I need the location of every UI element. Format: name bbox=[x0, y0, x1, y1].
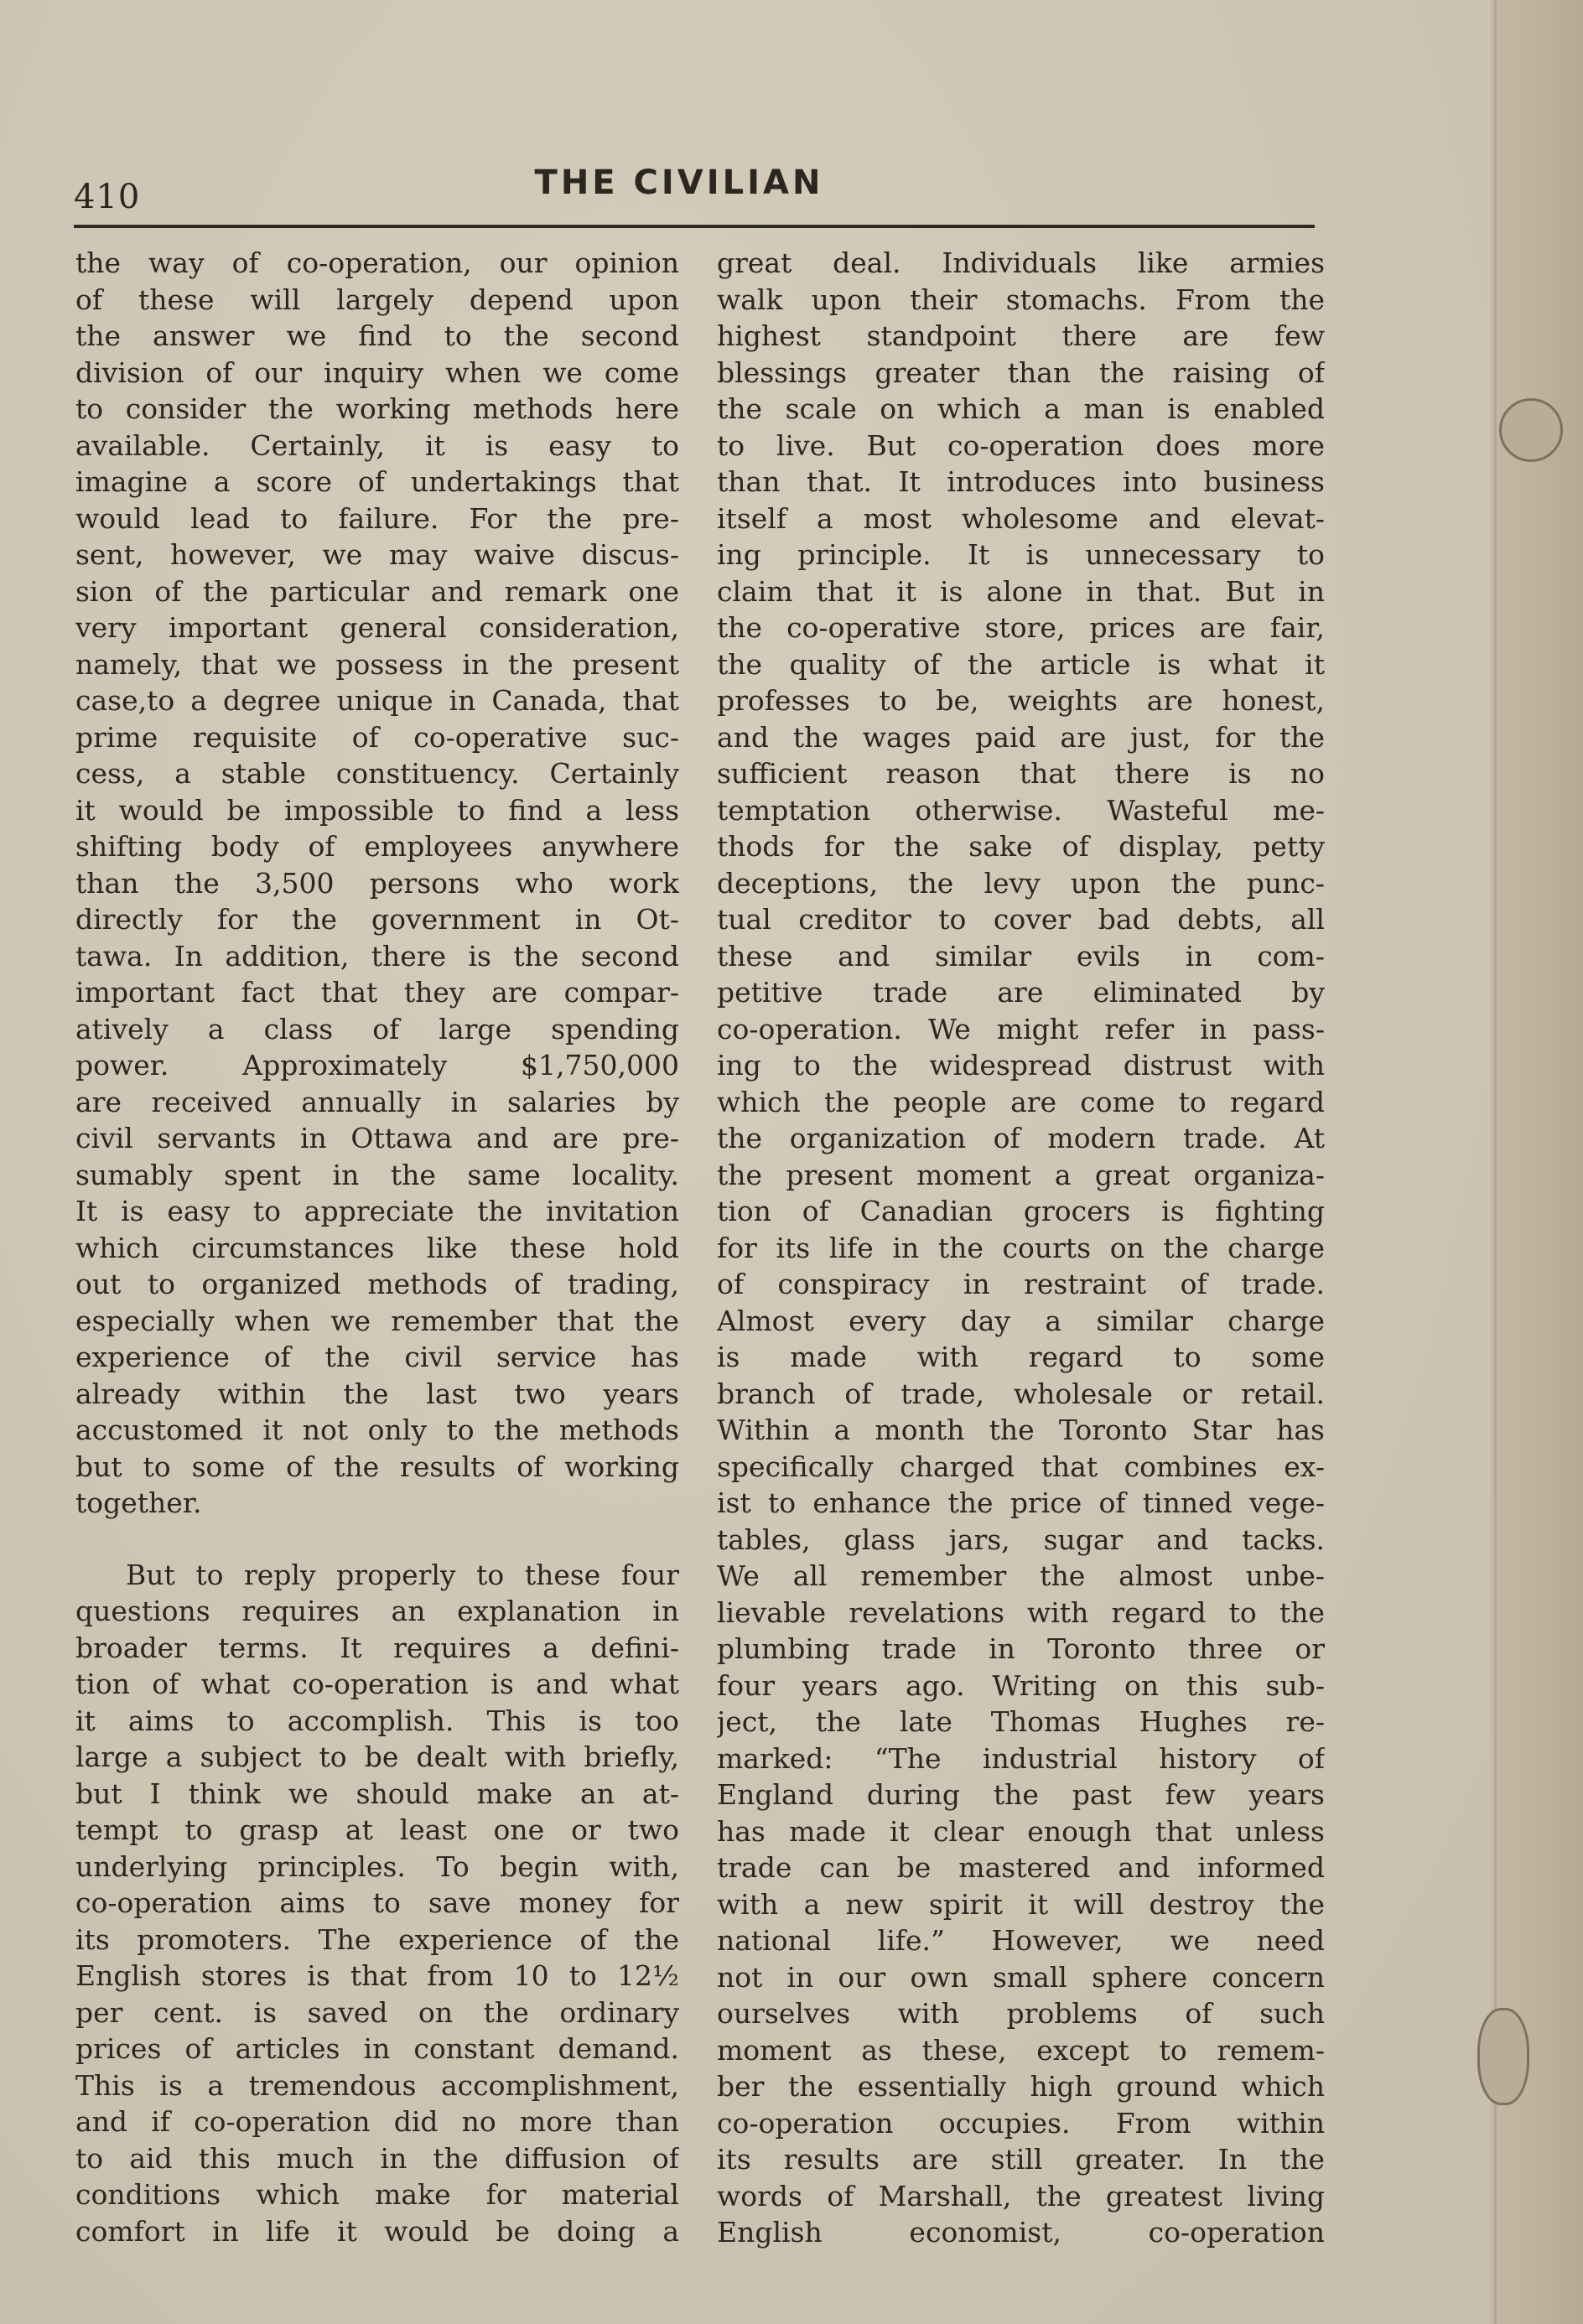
text-line: the answer we find to the second bbox=[75, 319, 679, 352]
text-line: ourselves with problems of such bbox=[717, 1997, 1325, 2030]
text-line: atively a class of large spending bbox=[75, 1012, 679, 1045]
text-line: lievable revelations with regard to the bbox=[717, 1595, 1325, 1629]
text-line: case,to a degree unique in Canada, that bbox=[75, 684, 679, 717]
text-line: ing principle. It is unnecessary to bbox=[717, 538, 1325, 571]
left-paragraph-2 bbox=[75, 1557, 679, 2250]
text-line: would lead to failure. For the pre- bbox=[75, 501, 679, 535]
binding-hole-top bbox=[1499, 398, 1563, 462]
text-line: has made it clear enough that unless bbox=[717, 1814, 1325, 1848]
text-line: questions requires an explanation in bbox=[75, 1595, 679, 1627]
binding-hole-bottom bbox=[1477, 2008, 1529, 2105]
text-line: petitive trade are eliminated by bbox=[717, 976, 1325, 1009]
text-line: very important general consideration, bbox=[75, 611, 679, 644]
text-line: English stores is that from 10 to 12½ bbox=[75, 1959, 679, 1992]
text-line: sent, however, we may waive discus- bbox=[75, 538, 679, 571]
text-line: tawa. In addition, there is the second bbox=[75, 939, 679, 973]
right-column bbox=[717, 245, 1325, 2251]
text-line: co-operation occupies. From within bbox=[717, 2106, 1325, 2140]
text-line: tual creditor to cover bad debts, all bbox=[717, 903, 1325, 936]
text-line: together. bbox=[75, 1486, 202, 1519]
text-line: walk upon their stomachs. From the bbox=[717, 283, 1325, 316]
text-line: already within the last two years bbox=[75, 1377, 679, 1410]
text-line: the scale on which a man is enabled bbox=[717, 392, 1325, 425]
text-line: co-operation aims to save money for bbox=[75, 1886, 679, 1919]
text-line: but to some of the results of working bbox=[75, 1450, 679, 1483]
text-line: the co-operative store, prices are fair, bbox=[717, 611, 1325, 644]
text-line: is made with regard to some bbox=[717, 1341, 1325, 1373]
text-line: prices of articles in constant demand. bbox=[75, 2032, 679, 2065]
text-line: and if co-operation did no more than bbox=[75, 2105, 679, 2138]
text-line: ing to the widespread distrust with bbox=[717, 1049, 1325, 1082]
text-line: great deal. Individuals like armies bbox=[717, 246, 1325, 279]
text-line: broader terms. It requires a defini- bbox=[75, 1631, 679, 1664]
text-line: with a new spirit it will destroy the bbox=[717, 1887, 1325, 1921]
text-line: tion of Canadian grocers is fighting bbox=[717, 1195, 1325, 1227]
text-line: the way of co-operation, our opinion bbox=[75, 246, 679, 279]
text-line: than the 3,500 persons who work bbox=[75, 866, 679, 900]
text-line: highest standpoint there are few bbox=[717, 319, 1325, 352]
page-number: 410 bbox=[74, 178, 141, 216]
text-line: Within a month the Toronto Star has bbox=[717, 1414, 1325, 1446]
text-line: to live. But co-operation does more bbox=[717, 428, 1325, 462]
text-line: trade can be mastered and informed bbox=[717, 1851, 1325, 1884]
text-line: to aid this much in the diffusion of bbox=[75, 2141, 679, 2175]
text-line: accustomed it not only to the methods bbox=[75, 1414, 679, 1446]
text-line: of these will largely depend upon bbox=[75, 283, 679, 316]
text-line: sion of the particular and remark one bbox=[75, 574, 679, 608]
text-line: four years ago. Writing on this sub- bbox=[717, 1668, 1325, 1702]
text-line: prime requisite of co-operative suc- bbox=[75, 720, 679, 754]
text-line: ject, the late Thomas Hughes re- bbox=[717, 1705, 1325, 1738]
text-line: We all remember the almost unbe- bbox=[717, 1559, 1325, 1592]
running-head-title: THE CIVILIAN bbox=[534, 163, 824, 202]
text-line: the present moment a great organiza- bbox=[717, 1158, 1325, 1191]
text-line: underlying principles. To begin with, bbox=[75, 1849, 679, 1883]
text-line: thods for the sake of display, petty bbox=[717, 830, 1325, 863]
text-line: the quality of the article is what it bbox=[717, 647, 1325, 681]
text-line: tables, glass jars, sugar and tacks. bbox=[717, 1523, 1325, 1556]
text-line: namely, that we possess in the present bbox=[75, 647, 679, 681]
text-line: which the people are come to regard bbox=[717, 1085, 1325, 1118]
text-line: shifting body of employees anywhere bbox=[75, 830, 679, 863]
text-line: it aims to accomplish. This is too bbox=[75, 1704, 679, 1737]
text-line: deceptions, the levy upon the punc- bbox=[717, 866, 1325, 900]
text-line: power. Approximately $1,750,000 bbox=[75, 1049, 679, 1082]
text-line: than that. It introduces into business bbox=[717, 465, 1325, 498]
text-line: sumably spent in the same locality. bbox=[75, 1158, 679, 1191]
text-line: not in our own small sphere concern bbox=[717, 1960, 1325, 1994]
text-line: per cent. is saved on the ordinary bbox=[75, 1995, 679, 2029]
text-line: specifically charged that combines ex- bbox=[717, 1450, 1325, 1483]
text-line: national life.” However, we need bbox=[717, 1924, 1325, 1957]
text-line: But to reply properly to these four bbox=[126, 1558, 679, 1591]
left-paragraph-1 bbox=[75, 245, 679, 1522]
text-line: large a subject to be dealt with briefly, bbox=[75, 1740, 679, 1773]
text-line: available. Certainly, it is easy to bbox=[75, 428, 679, 462]
text-line: experience of the civil service has bbox=[75, 1341, 679, 1373]
text-line: sufficient reason that there is no bbox=[717, 757, 1325, 790]
text-line: division of our inquiry when we come bbox=[75, 355, 679, 389]
text-line: English economist, co-operation bbox=[717, 2216, 1325, 2249]
text-line: tion of what co-operation is and what bbox=[75, 1668, 679, 1700]
text-line: civil servants in Ottawa and are pre- bbox=[75, 1122, 679, 1154]
header-rule bbox=[74, 225, 1315, 228]
text-line: ist to enhance the price of tinned vege- bbox=[717, 1486, 1325, 1519]
text-line: to consider the working methods here bbox=[75, 392, 679, 425]
text-line: but I think we should make an at- bbox=[75, 1777, 679, 1810]
page-fold-line bbox=[1494, 0, 1497, 2324]
text-line: plumbing trade in Toronto three or bbox=[717, 1632, 1325, 1665]
text-line: its results are still greater. In the bbox=[717, 2143, 1325, 2176]
text-line: tempt to grasp at least one or two bbox=[75, 1813, 679, 1846]
text-line: the organization of modern trade. At bbox=[717, 1122, 1325, 1154]
text-line: and the wages paid are just, for the bbox=[717, 720, 1325, 754]
text-line: It is easy to appreciate the invitation bbox=[75, 1195, 679, 1227]
text-line: blessings greater than the raising of bbox=[717, 355, 1325, 389]
text-line: its promoters. The experience of the bbox=[75, 1922, 679, 1956]
left-column bbox=[75, 245, 679, 2249]
text-line: itself a most wholesome and elevat- bbox=[717, 501, 1325, 535]
text-line: claim that it is alone in that. But in bbox=[717, 574, 1325, 608]
text-line: ber the essentially high ground which bbox=[717, 2070, 1325, 2103]
text-line: it would be impossible to find a less bbox=[75, 793, 679, 827]
page-right-edge bbox=[1491, 0, 1583, 2324]
text-line: cess, a stable constituency. Certainly bbox=[75, 757, 679, 790]
text-line: for its life in the courts on the charge bbox=[717, 1231, 1325, 1264]
text-line: are received annually in salaries by bbox=[75, 1085, 679, 1118]
text-line: words of Marshall, the greatest living bbox=[717, 2179, 1325, 2212]
text-line: of conspiracy in restraint of trade. bbox=[717, 1268, 1325, 1300]
text-line: England during the past few years bbox=[717, 1778, 1325, 1811]
text-line: imagine a score of undertakings that bbox=[75, 465, 679, 498]
text-line: which circumstances like these hold bbox=[75, 1231, 679, 1264]
text-line: branch of trade, wholesale or retail. bbox=[717, 1377, 1325, 1410]
paragraph-gap bbox=[75, 1522, 679, 1557]
text-line: professes to be, weights are honest, bbox=[717, 684, 1325, 717]
text-line: especially when we remember that the bbox=[75, 1304, 679, 1337]
text-line: moment as these, except to remem- bbox=[717, 2033, 1325, 2067]
text-line: important fact that they are compar- bbox=[75, 976, 679, 1009]
text-line: This is a tremendous accomplishment, bbox=[75, 2068, 679, 2102]
text-line: comfort in life it would be doing a bbox=[75, 2214, 679, 2248]
text-line: these and similar evils in com- bbox=[717, 939, 1325, 973]
text-line: temptation otherwise. Wasteful me- bbox=[717, 793, 1325, 827]
text-line: Almost every day a similar charge bbox=[717, 1304, 1325, 1337]
text-line: co-operation. We might refer in pass- bbox=[717, 1012, 1325, 1045]
text-line: out to organized methods of trading, bbox=[75, 1268, 679, 1300]
text-line: directly for the government in Ot- bbox=[75, 903, 679, 936]
text-line: marked: “The industrial history of bbox=[717, 1741, 1325, 1775]
text-line: conditions which make for material bbox=[75, 2178, 679, 2211]
